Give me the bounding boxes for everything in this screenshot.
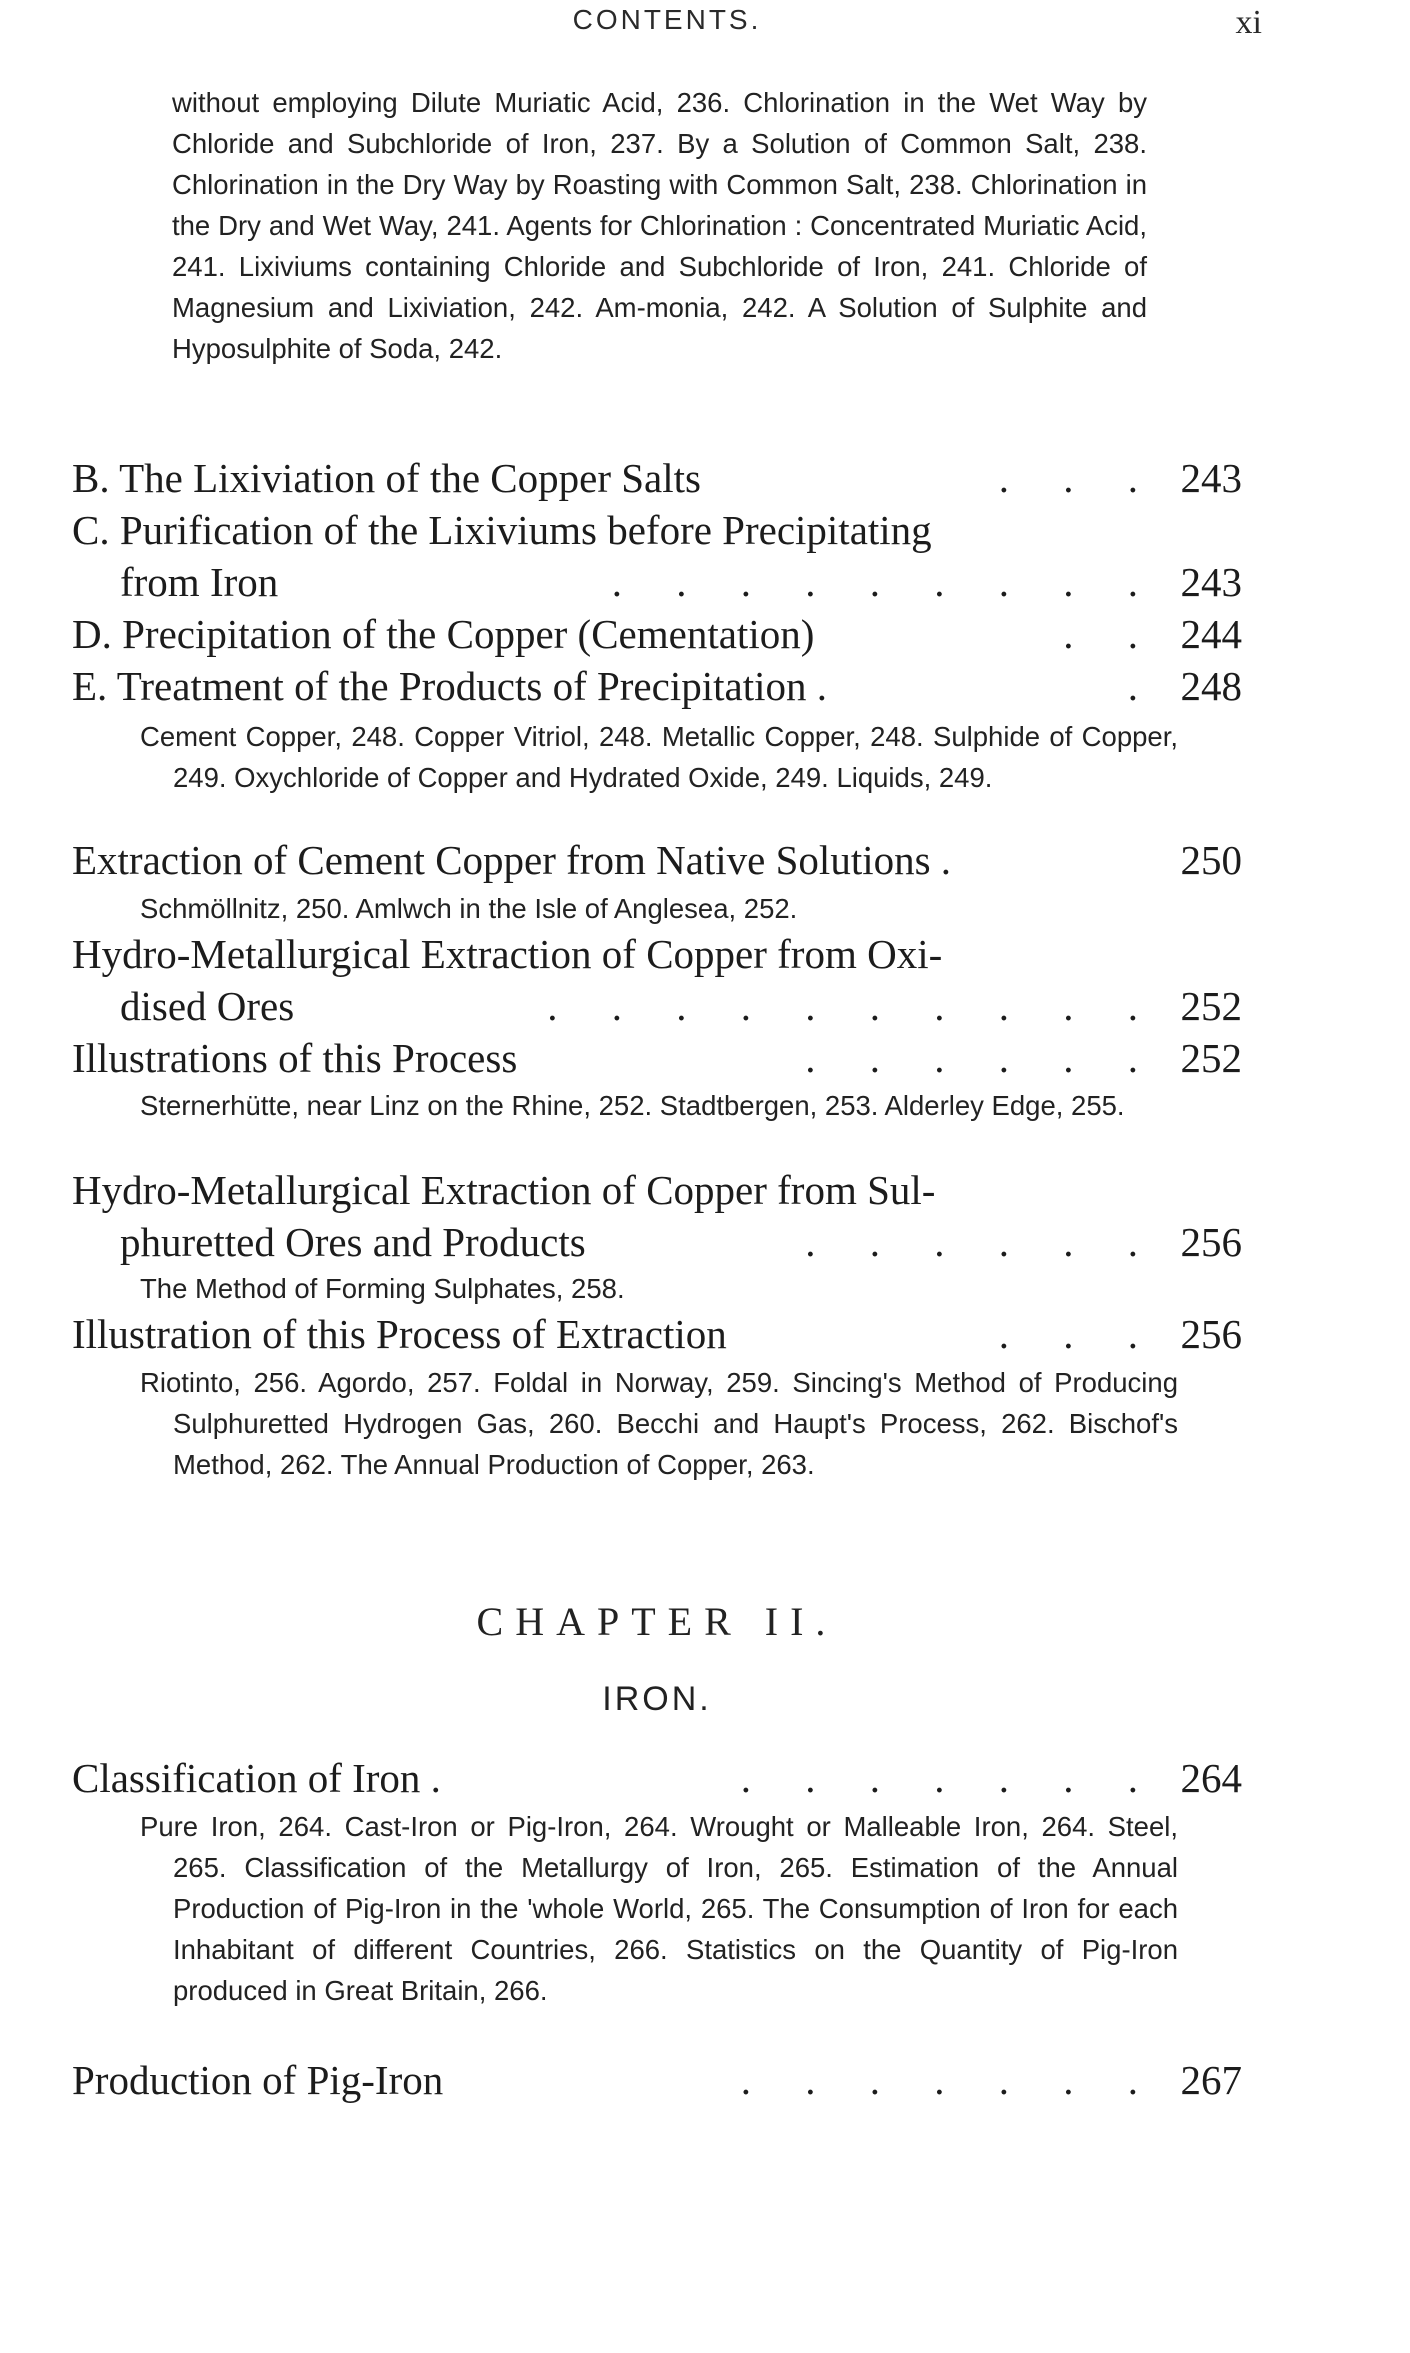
entry-c [72, 504, 1242, 608]
entry-pig-iron [72, 2054, 1242, 2106]
entry-page: 248 [1180, 663, 1242, 709]
entry-page: 267 [1180, 2057, 1242, 2103]
entry-cement-copper [72, 834, 1242, 886]
entry-title-cont: dised Ores [120, 983, 295, 1029]
leader-dots: . [1127, 663, 1160, 709]
leader-dots: . . . . . . . [740, 2057, 1160, 2103]
leader-dots: . . . [998, 455, 1160, 501]
entry-title-cont: from Iron [120, 559, 279, 605]
entry-title: Illustration of this Process of Extraction [72, 1311, 727, 1357]
entry-page: 252 [1180, 983, 1242, 1029]
page-number: xi [1235, 4, 1262, 41]
leader-dots: . . . . . . . [740, 1755, 1160, 1801]
entry-b [72, 452, 1242, 504]
leader-dots: . . . . . . [805, 1219, 1160, 1265]
entry-page: 264 [1180, 1755, 1242, 1801]
entry-illustrations [72, 1032, 1242, 1084]
subentry-riotinto: Riotinto, 256. Agordo, 257. Foldal in Norway, 259. Sincing's Method of Producing Sulphuretted Hydrogen Gas, 260. Becchi and Haupt's Process, 262. Bischof's Method, 262. The Annual Production of Copper, 263. [140, 1367, 1178, 1480]
entry-page: 244 [1180, 611, 1242, 657]
entry-title: Hydro-Metallurgical Extraction of Copper from Sul- [72, 1167, 936, 1213]
entry-page: 250 [1180, 837, 1242, 883]
leader-dots: . . . [998, 1311, 1160, 1357]
entry-title: Illustrations of this Process [72, 1035, 518, 1081]
entry-sulphuretted-ores [72, 1164, 1242, 1268]
entry-illustration-extraction [72, 1308, 1242, 1360]
leader-dots: . . . . . . [805, 1035, 1160, 1081]
entry-oxidised-ores [72, 928, 1242, 1032]
entry-title: Extraction of Cement Copper from Native Solutions . [72, 837, 952, 883]
entry-title: C. Purification of the Lixiviums before Precipitating [72, 507, 932, 553]
running-title: CONTENTS. [572, 4, 762, 35]
entry-title-cont: phuretted Ores and Products [120, 1219, 586, 1265]
entry-title: Hydro-Metallurgical Extraction of Copper from Oxi- [72, 931, 943, 977]
chapter-subject: IRON. [602, 1680, 712, 1718]
entry-page: 243 [1180, 455, 1242, 501]
entry-title: Classification of Iron . [72, 1755, 441, 1801]
entry-classification-iron [72, 1752, 1242, 1804]
entry-e [72, 660, 1242, 712]
entry-page: 243 [1180, 559, 1242, 605]
subentry-iron: Pure Iron, 264. Cast-Iron or Pig-Iron, 264. Wrought or Malleable Iron, 264. Steel, 265. Classification of the Metallurgy of Iron, 265. Estimation of the Annual Production of Pig-Iron in the 'whole World, 265. The Consumption of Iron for each Inhabitant of different Countries, 266. Statistics on the Quantity of Pig-Iron produced in Great Britain, 266. [140, 1811, 1178, 2006]
entry-d [72, 608, 1242, 660]
leader-dots: . . [1063, 611, 1160, 657]
leader-dots: . . . . . . . . . [611, 559, 1160, 605]
subentry-products: Cement Copper, 248. Copper Vitriol, 248. Metallic Copper, 248. Sulphide of Copper, 249. Oxychloride of Copper and Hydrated Oxide, 249. Liquids, 249. [140, 721, 1178, 793]
leader-dots: . . . . . . . . . . [547, 983, 1160, 1029]
chapter-heading: CHAPTER II. [476, 1599, 838, 1644]
entry-title: D. Precipitation of the Copper (Cementation) [72, 611, 815, 657]
entry-title: Production of Pig-Iron [72, 2057, 444, 2103]
entry-title: E. Treatment of the Products of Precipitation . [72, 663, 827, 709]
entry-page: 252 [1180, 1035, 1242, 1081]
entry-page: 256 [1180, 1219, 1242, 1265]
entry-page: 256 [1180, 1311, 1242, 1357]
subentry-cement: Schmöllnitz, 250. Amlwch in the Isle of Anglesea, 252. [140, 893, 798, 924]
subentry-chlorination: without employing Dilute Muriatic Acid, 236. Chlorination in the Wet Way by Chloride and Subchloride of Iron, 237. By a Solution of Common Salt, 238. Chlorination in the Dry Way by Roasting with Common Salt, 238. Chlorination in the Dry and Wet Way, 241. Agents for Chlorination : Concentrated Muriatic Acid, 241. Lixiviums containing Chloride and Subchloride of Iron, 241. Chloride of Magnesium and Lixiviation, 242. Am-monia, 242. A Solution of Sulphite and Hyposulphite of Soda, 242. [172, 87, 1147, 364]
subentry-sulphates: The Method of Forming Sulphates, 258. [140, 1273, 625, 1304]
subentry-illustrations: Sternerhütte, near Linz on the Rhine, 252. Stadtbergen, 253. Alderley Edge, 255. [140, 1090, 1125, 1121]
page-header [72, 4, 1262, 44]
entry-title: B. The Lixiviation of the Copper Salts [72, 455, 701, 501]
